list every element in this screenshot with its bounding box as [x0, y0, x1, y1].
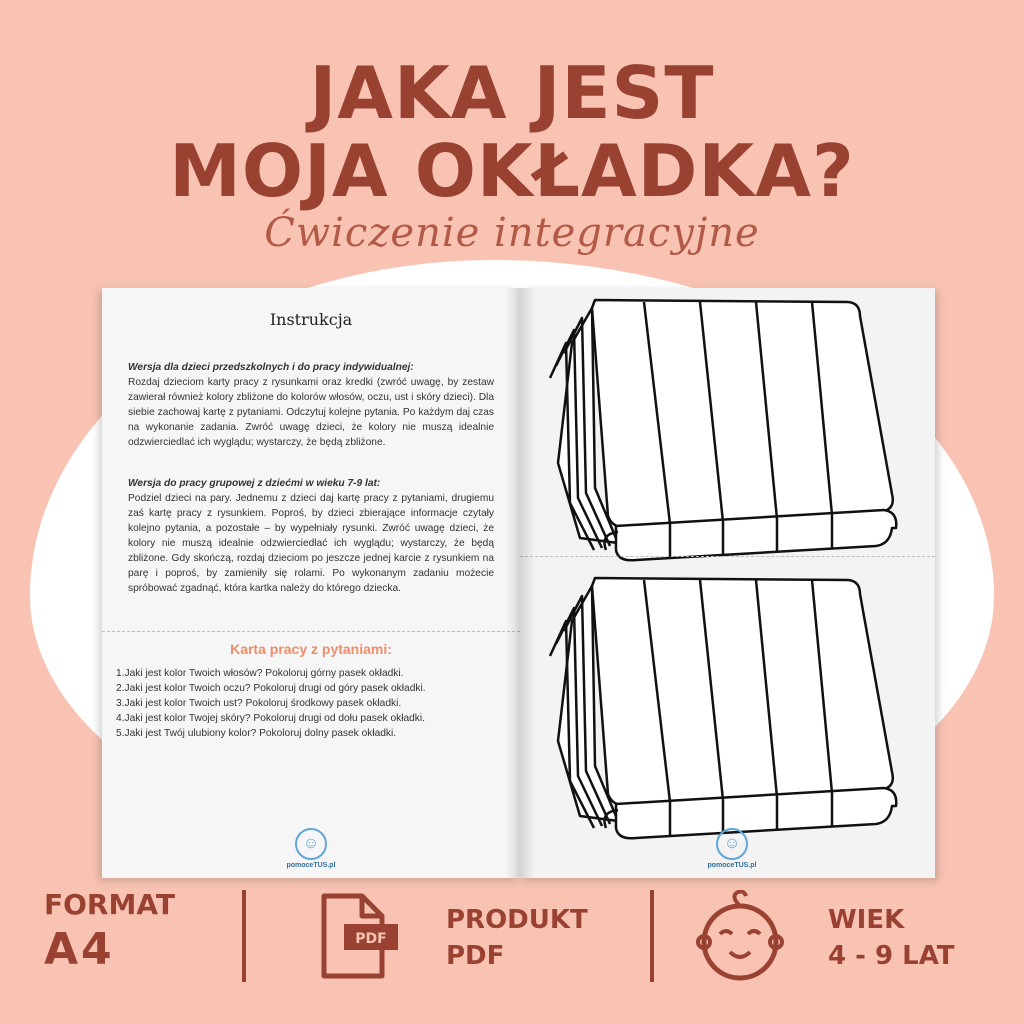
pdf-icon-text: PDF: [355, 931, 387, 947]
question-item: 5.Jaki jest Twój ulubiony kolor? Pokoloruj dolny pasek okładki.: [116, 728, 397, 739]
age-line-1: WIEK: [828, 905, 905, 935]
question-item: 3.Jaki jest kolor Twoich ust? Pokoloruj środkowy pasek okładki.: [116, 698, 402, 709]
age-info: [828, 902, 955, 974]
pdf-file-icon: [318, 890, 404, 982]
format-label: FORMAT: [44, 888, 175, 921]
section-preschool: [128, 360, 494, 450]
baby-face-icon: [690, 890, 790, 984]
product-line-1: PRODUKT: [446, 905, 588, 935]
age-line-2: 4 - 9 LAT: [828, 941, 955, 971]
section-group-title: Wersja do pracy grupowej z dziećmi w wieku 7-9 lat:: [128, 478, 381, 489]
logo-text: pomoceTUS.pl: [707, 862, 757, 869]
logo-icon: ☺: [716, 828, 748, 860]
divider: [650, 890, 654, 982]
book-drawings: [520, 288, 935, 878]
format-value: A4: [44, 924, 115, 975]
title-line-1: JAKA JEST: [309, 51, 715, 135]
question-list: [116, 666, 506, 741]
subtitle: Ćwiczenie integracyjne: [264, 210, 760, 256]
instruction-heading: Instrukcja: [269, 310, 353, 329]
footer-info: [0, 888, 1024, 1024]
worksheet-title: Karta pracy z pytaniami:: [230, 641, 392, 657]
logo: [279, 828, 343, 869]
logo-text: pomoceTUS.pl: [286, 862, 336, 869]
question-item: 1.Jaki jest kolor Twoich włosów? Pokoloruj górny pasek okładki.: [116, 668, 404, 679]
logo-icon: ☺: [295, 828, 327, 860]
section-preschool-text: Rozdaj dzieciom karty pracy z rysunkami oraz kredki (zwróć uwagę, by zestaw zawierał również kolory zbliżone do kolorów włosów, oczu, ust i skóry dzieci). Dla siebie zachowaj kartę z pytaniami. Odczytuj kolejne pytania. Po każdym daj czas na wykonanie zadania. Zwróć uwagę dzieci, że kolory nie muszą idealnie odzwierciedlać ich wyglądu; wystarczy, że będą zbliżone.: [128, 377, 494, 448]
section-group-text: Podziel dzieci na pary. Jednemu z dzieci daj kartę pracy z pytaniami, drugiemu zaś kartę pracy z rysunkiem. Poproś, by dzieci zbierające informacje czytały kolejno pytania, a pozostałe – by wypełniały rysunki. Zwróć uwagę dzieci, że kolory nie muszą idealnie odzwierciedlać ich wyglądu; wystarczy, że będą zbliżone. Gdy skończą, rozdaj dzieciom po jeszcze jednej karcie z rysunkiem na parę i poproś, by zamieniły się rolami. Po wykonanym zadaniu możecie spróbować zgadnąć, która kartka należy do którego dziecka.: [128, 493, 494, 594]
question-item: 2.Jaki jest kolor Twoich oczu? Pokoloruj drugi od góry pasek okładki.: [116, 683, 426, 694]
section-group: [128, 476, 494, 596]
question-item: 4.Jaki jest kolor Twojej skóry? Pokoloruj drugi od dołu pasek okładki.: [116, 713, 425, 724]
drawing-page: [520, 288, 935, 878]
book-drawing-bottom: [550, 578, 896, 838]
product-line-2: PDF: [446, 941, 505, 971]
cut-line: [102, 631, 520, 632]
product-info: [446, 902, 588, 974]
book-spine-shadow: [505, 288, 535, 878]
logo: [700, 828, 764, 869]
cut-line: [520, 556, 935, 557]
title-line-2: MOJA OKŁADKA?: [169, 129, 855, 213]
book-drawing-top: [550, 300, 896, 560]
section-preschool-title: Wersja dla dzieci przedszkolnych i do pracy indywidualnej:: [128, 362, 414, 373]
divider: [242, 890, 246, 982]
instruction-page: [102, 288, 520, 878]
